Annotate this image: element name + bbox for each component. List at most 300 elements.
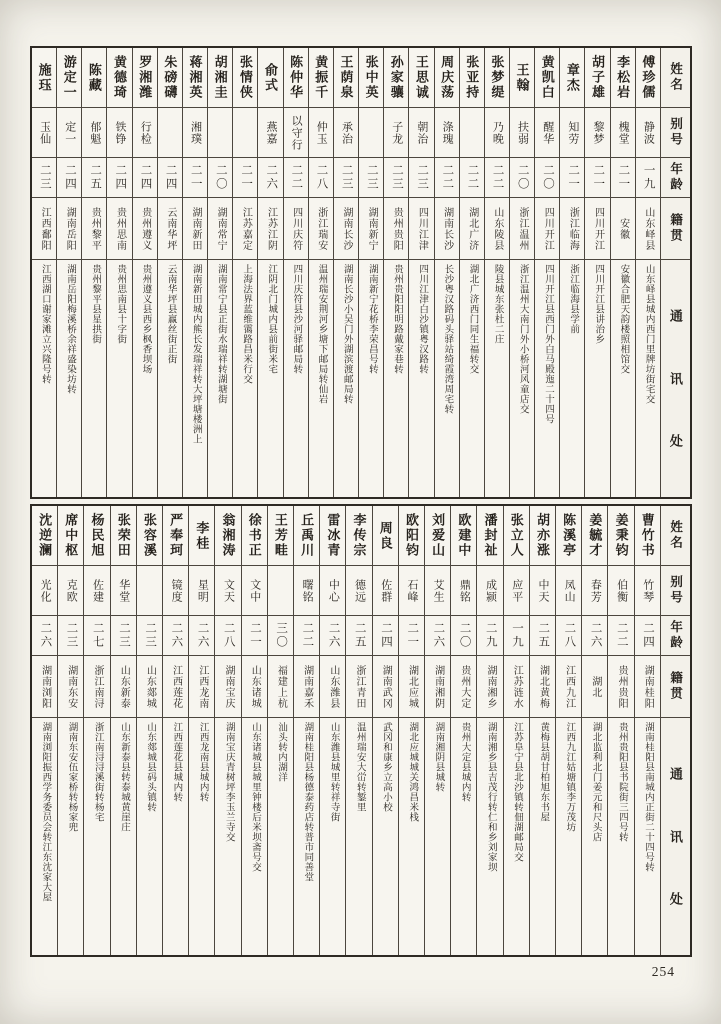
person-address: 山东新泰县转泰城黄崖庄 [118, 722, 129, 832]
person-alias: 知劳 [566, 120, 579, 145]
person-age: 二〇 [541, 164, 554, 191]
person-name: 欧建中 [456, 513, 472, 558]
person-name: 王芳畦 [272, 513, 288, 558]
person-origin: 浙江青田 [354, 664, 366, 709]
person-origin: 湖南武冈 [380, 664, 392, 709]
person-origin: 江苏嘉定 [240, 206, 252, 251]
person-name: 沈逆澜 [37, 513, 53, 558]
person-address: 江阴北门城内县前街米宅 [266, 264, 277, 374]
person-alias: 伯衡 [615, 578, 628, 603]
person-name: 俞式 [262, 62, 278, 93]
person-age: 二一 [240, 164, 253, 191]
person-column [383, 48, 408, 497]
person-name: 姜毓才 [587, 513, 603, 558]
person-age: 二八 [222, 622, 235, 649]
person-alias: 子龙 [390, 120, 403, 145]
person-column [162, 506, 188, 955]
person-alias: 镜度 [170, 578, 183, 603]
person-column [81, 48, 106, 497]
header-alias: 别号 [668, 575, 683, 606]
person-origin: 贵州贵阳 [616, 664, 628, 709]
person-alias: 行检 [139, 120, 152, 145]
person-alias: 定一 [63, 120, 76, 145]
person-age: 二〇 [516, 164, 529, 191]
person-origin: 四川开江 [592, 206, 604, 251]
person-age: 二一 [406, 622, 419, 649]
person-column [459, 48, 484, 497]
header-column [660, 506, 690, 955]
directory-table [30, 46, 692, 957]
person-column [534, 48, 559, 497]
person-alias: 文中 [248, 578, 261, 603]
person-origin: 湖南浏阳 [39, 664, 51, 709]
person-name: 李松岩 [615, 55, 631, 100]
person-alias: 黎梦 [592, 120, 605, 145]
person-origin: 浙江温州 [517, 206, 529, 251]
person-alias: 佐群 [379, 578, 392, 603]
person-name: 潘封祉 [482, 513, 498, 558]
person-column [83, 506, 109, 955]
person-name: 蒋湘英 [187, 55, 203, 100]
person-column [503, 506, 529, 955]
person-name: 张梦缇 [489, 55, 505, 100]
person-name: 徐书正 [246, 513, 262, 558]
person-age: 二一 [567, 164, 580, 191]
person-age: 二七 [91, 622, 104, 649]
person-column [358, 48, 383, 497]
person-origin: 四川开江 [542, 206, 554, 251]
person-address: 四川江津白沙镇粤汉路转 [417, 264, 428, 374]
person-alias: 承治 [340, 120, 353, 145]
person-address: 山东诸城县城里钟楼后米坝斋号交 [249, 722, 260, 872]
person-age: 二四 [139, 164, 152, 191]
person-address: 贵州大定县城内转 [459, 722, 470, 802]
person-age: 二八 [563, 622, 576, 649]
person-alias: 春芳 [589, 578, 602, 603]
person-name: 杨民旭 [89, 513, 105, 558]
person-age: 二二 [466, 164, 479, 191]
person-name: 王思诚 [413, 55, 429, 100]
person-age: 二五 [353, 622, 366, 649]
person-address: 湖南桂阳县杨德泰药店转普市同善堂 [302, 722, 313, 882]
person-name: 胡湘圭 [212, 55, 228, 100]
person-column [484, 48, 509, 497]
person-origin: 贵州思南 [114, 206, 126, 251]
person-column [182, 48, 207, 497]
person-age: 二四 [63, 164, 76, 191]
person-address: 浙江临海县学前 [568, 264, 579, 334]
person-address: 温州瑞安大峃转錾里 [354, 722, 365, 812]
person-column [267, 506, 293, 955]
person-name: 欧阳钧 [403, 513, 419, 558]
person-address: 湖南东安伍家桥转杨家兜 [66, 722, 77, 832]
person-origin: 湖南桂阳 [642, 664, 654, 709]
person-column [110, 506, 136, 955]
person-address: 江西湖口谢家滩立兴隆号转 [39, 264, 50, 384]
person-column [581, 506, 607, 955]
person-column [214, 506, 240, 955]
person-origin: 江西鄱阳 [39, 206, 51, 251]
person-age: 二三 [416, 164, 429, 191]
header-column [660, 48, 690, 497]
person-alias: 竹琴 [641, 578, 654, 603]
person-origin: 湖南长沙 [441, 206, 453, 251]
person-alias: 静波 [642, 120, 655, 145]
person-address: 黄梅县胡甘柏旭东书屋 [538, 722, 549, 822]
person-column [559, 48, 584, 497]
person-origin: 山东新泰 [118, 664, 130, 709]
person-age: 二三 [365, 164, 378, 191]
person-name: 王荫泉 [338, 55, 354, 100]
person-origin: 湖北广济 [466, 206, 478, 251]
person-alias: 中心 [327, 578, 340, 603]
person-alias: 凤山 [563, 578, 576, 603]
header-name: 姓名 [668, 62, 683, 93]
person-address: 云南华坪县赢丝街正街 [165, 264, 176, 364]
person-address: 山东峄县城内西门里牌坊街宅交 [643, 264, 654, 404]
person-column [408, 48, 433, 497]
person-column [32, 506, 57, 955]
person-name: 陈仲华 [288, 55, 304, 100]
person-age: 二三 [340, 164, 353, 191]
person-origin: 贵州遵义 [139, 206, 151, 251]
person-address: 湖北监利北门姜元和尺头店 [590, 722, 601, 842]
person-column [333, 48, 358, 497]
person-age: 三〇 [275, 622, 288, 649]
person-name: 陈溪亭 [561, 513, 577, 558]
person-alias: 华堂 [117, 578, 130, 603]
person-age: 二五 [89, 164, 102, 191]
person-column [319, 506, 345, 955]
person-name: 王翰 [514, 62, 530, 93]
person-name: 黄凯白 [539, 55, 555, 100]
person-age: 二二 [301, 622, 314, 649]
person-origin: 江西九江 [563, 664, 575, 709]
person-origin: 浙江南浔 [92, 664, 103, 709]
person-origin: 云南华坪 [164, 206, 176, 251]
person-origin: 贵州贵阳 [391, 206, 403, 251]
directory-section-bottom [30, 504, 692, 957]
person-age: 二三 [391, 164, 404, 191]
person-origin: 福建上杭 [275, 664, 287, 709]
person-origin: 浙江瑞安 [315, 206, 327, 251]
person-address: 贵州贵阳阳明路戴家巷转 [392, 264, 403, 374]
person-alias: 佐建 [91, 578, 104, 603]
person-column [584, 48, 609, 497]
person-column [434, 48, 459, 497]
person-age: 二六 [327, 622, 340, 649]
header-origin: 籍贯 [668, 671, 683, 702]
person-name: 翁湘涛 [220, 513, 236, 558]
person-column [106, 48, 131, 497]
person-age: 二六 [265, 164, 278, 191]
person-name: 张容溪 [141, 513, 157, 558]
header-address-char: 处 [667, 892, 683, 906]
person-column [57, 506, 83, 955]
person-origin: 湖北黄梅 [537, 664, 549, 709]
person-name: 黄德琦 [112, 55, 128, 100]
person-address: 四川开江县西门外白马殿迤二十四号 [542, 264, 553, 424]
person-age: 二八 [315, 164, 328, 191]
person-name: 刘爱山 [430, 513, 446, 558]
page-number: 254 [651, 964, 675, 979]
person-name: 罗湘潍 [137, 55, 153, 100]
person-alias: 成颍 [484, 578, 497, 603]
person-name: 施珏 [36, 62, 52, 93]
person-age: 二一 [248, 622, 261, 649]
person-address: 江西九江姑塘镇李万茂坊 [564, 722, 575, 832]
person-alias: 曙铭 [301, 578, 314, 603]
person-age: 二二 [290, 164, 303, 191]
person-column [293, 506, 319, 955]
person-origin: 四川庆符 [290, 206, 302, 251]
person-alias: 扶弱 [516, 120, 529, 145]
person-origin: 湖南湘阴 [432, 664, 444, 709]
person-column [345, 506, 371, 955]
person-address: 长沙粤汉路码头驿站绮霞湾周宅转 [442, 264, 453, 414]
header-age: 年龄 [668, 162, 683, 193]
person-alias: 涤瑰 [441, 120, 454, 145]
person-address: 陵县城东张杜二庄 [492, 264, 503, 344]
person-origin: 山东潍县 [327, 664, 339, 709]
person-alias: 光化 [39, 578, 52, 603]
person-address: 山东郯城县码头镇转 [145, 722, 156, 812]
person-column [241, 506, 267, 955]
person-alias: 铁铮 [114, 120, 127, 145]
person-origin: 山东陵县 [491, 206, 503, 251]
person-address: 贵州思南县十字街 [115, 264, 126, 344]
person-age: 二三 [117, 622, 130, 649]
person-alias: 鼎铭 [458, 578, 471, 603]
person-origin: 湖南长沙 [340, 206, 352, 251]
person-alias: 星明 [196, 578, 209, 603]
person-name: 丘禹川 [299, 513, 315, 558]
person-address: 贵州贵阳县书院街三四号转 [616, 722, 627, 842]
person-origin: 江西龙南 [196, 664, 208, 709]
person-address: 安徽合肥天韵楼照相馆交 [618, 264, 629, 374]
person-alias: 文天 [222, 578, 235, 603]
header-alias: 别号 [668, 117, 683, 148]
person-age: 二三 [144, 622, 157, 649]
person-address: 湖南常宁县正街水瑞祥转湖塘街 [215, 264, 226, 404]
person-origin: 贵州黎平 [89, 206, 101, 251]
person-age: 二四 [379, 622, 392, 649]
person-address: 江西龙南县城内转 [197, 722, 208, 802]
person-age: 二五 [537, 622, 550, 649]
person-column [634, 506, 660, 955]
person-origin: 江西莲花 [170, 664, 182, 709]
person-name: 陈藏 [86, 62, 102, 93]
person-alias: 郁魁 [88, 120, 101, 145]
person-name: 周庆荡 [439, 55, 455, 100]
person-origin: 江苏涟水 [511, 664, 523, 709]
person-age: 二九 [484, 622, 497, 649]
person-name: 胡亦涨 [534, 513, 550, 558]
person-address: 湖南浏阳振西学务委员会转江东沈家大屋 [40, 722, 51, 902]
person-column [509, 48, 534, 497]
person-origin: 山东郯城 [144, 664, 156, 709]
person-column [188, 506, 214, 955]
person-alias: 湘璞 [189, 120, 202, 145]
person-origin: 湖北 [589, 675, 601, 698]
person-name: 黄振千 [313, 55, 329, 100]
person-alias: 仲玉 [315, 120, 328, 145]
person-column [635, 48, 660, 497]
person-address: 湖南湘乡县吉茂行转仁和乡刘家坝 [485, 722, 496, 872]
person-name: 周良 [377, 520, 393, 551]
person-age: 二六 [432, 622, 445, 649]
person-column [257, 48, 282, 497]
person-address: 山东潍县城里转祥寺街 [328, 722, 339, 822]
person-alias: 玉仙 [38, 120, 51, 145]
person-age: 二〇 [458, 622, 471, 649]
person-age: 二二 [491, 164, 504, 191]
person-name: 姜秉钧 [613, 513, 629, 558]
header-address-char: 讯 [667, 371, 683, 386]
person-origin: 湖南常宁 [215, 206, 227, 251]
person-column [308, 48, 333, 497]
person-name: 曹竹书 [639, 513, 655, 558]
person-age: 二三 [38, 164, 51, 191]
person-age: 二四 [164, 164, 177, 191]
person-age: 二三 [65, 622, 78, 649]
person-column [529, 506, 555, 955]
person-alias: 应平 [510, 578, 523, 603]
person-address: 汕头转内湖洋 [276, 722, 287, 782]
person-name: 张亚持 [464, 55, 480, 100]
person-address: 浙江温州大南门外小桥河风童店交 [517, 264, 528, 414]
person-column [450, 506, 476, 955]
person-origin: 湖南新田 [190, 206, 202, 251]
header-address-char: 通 [667, 309, 683, 323]
person-name: 孙家骧 [388, 55, 404, 100]
person-age: 二〇 [214, 164, 227, 191]
person-address: 湖南湘阴县城转 [433, 722, 444, 792]
person-address: 贵州遵义县西乡枫香坝场 [140, 264, 151, 374]
person-column [607, 506, 633, 955]
person-address: 湖南新宁花桥李荣昌号转 [366, 264, 377, 374]
person-name: 严奉珂 [168, 513, 184, 558]
person-origin: 湖南宝庆 [223, 664, 235, 709]
person-alias: 槐堂 [617, 120, 630, 145]
header-name: 姓名 [668, 520, 683, 551]
person-address: 江苏阜宁县北沙镇转佃湖邮局交 [512, 722, 522, 862]
person-name: 胡子雄 [590, 55, 606, 100]
person-column [424, 506, 450, 955]
person-name: 章杰 [564, 62, 580, 93]
person-name: 游定一 [61, 55, 77, 100]
person-origin: 四川江津 [416, 206, 428, 251]
person-name: 张荣田 [115, 513, 131, 558]
person-address: 江西莲花县城内转 [171, 722, 182, 802]
person-alias: 石峰 [405, 578, 418, 603]
person-name: 张情侠 [237, 55, 253, 100]
person-column [610, 48, 635, 497]
person-address: 上海法界蓝维霭路昌米行交 [241, 264, 252, 384]
person-column [157, 48, 182, 497]
person-age: 二二 [441, 164, 454, 191]
person-name: 朱磅礴 [162, 55, 178, 100]
person-age: 二四 [114, 164, 127, 191]
person-age: 一九 [642, 164, 655, 191]
person-address: 湖南宝庆青树坪李玉兰寺交 [223, 722, 234, 842]
person-origin: 湖南新宁 [366, 206, 378, 251]
person-column [283, 48, 308, 497]
person-origin: 湖南嘉禾 [301, 664, 313, 709]
header-address-char: 处 [667, 434, 683, 448]
person-alias: 克欧 [65, 578, 78, 603]
person-alias: 燕嘉 [264, 120, 277, 145]
header-address-char: 通 [667, 767, 683, 781]
person-address: 温州瑞安荆河乡塘下邮局转仙岩 [316, 264, 327, 404]
person-alias: 以守行 [290, 114, 303, 151]
person-column [207, 48, 232, 497]
person-name: 李传宗 [351, 513, 367, 558]
person-age: 二六 [589, 622, 602, 649]
person-address: 湖北应城城关鸿昌米栈 [407, 722, 418, 822]
person-origin: 山东峄县 [642, 206, 654, 251]
person-name: 傅珍儒 [640, 55, 656, 100]
person-age: 二二 [615, 622, 628, 649]
person-address: 湖南桂阳县南城内正街二十四号转 [643, 722, 654, 872]
person-address: 湖南新田城内熊长发瑞祥转大坪塘楼洲上 [190, 264, 201, 444]
person-origin: 安徽 [617, 217, 629, 240]
person-name: 张立人 [508, 513, 524, 558]
person-address: 湖南长沙小吴门外湖滨渡邮局转 [341, 264, 352, 404]
header-origin: 籍贯 [668, 213, 683, 244]
person-column [476, 506, 502, 955]
person-origin: 浙江临海 [567, 206, 579, 251]
person-origin: 湖南岳阳 [64, 206, 76, 251]
person-address: 贵州黎平县星拱街 [90, 264, 101, 344]
person-alias: 乃晚 [491, 120, 504, 145]
person-address: 浙江南浔浔溪街转杨宅 [92, 722, 103, 822]
person-name: 张中英 [363, 55, 379, 100]
person-name: 席中枢 [63, 513, 79, 558]
person-address: 湖北广济西门同生福转交 [467, 264, 478, 374]
person-address: 湖南岳阳梅溪桥余祥盛染坊转 [64, 264, 75, 394]
person-age: 二一 [617, 164, 630, 191]
person-alias: 醒华 [541, 120, 554, 145]
person-origin: 湖南东安 [65, 664, 77, 709]
person-origin: 湖南湘乡 [485, 664, 497, 709]
person-age: 二六 [170, 622, 183, 649]
person-name: 雷冰青 [325, 513, 341, 558]
person-column [555, 506, 581, 955]
person-name: 李桂 [194, 520, 210, 551]
directory-section-top [30, 46, 692, 499]
person-origin: 湖北应城 [406, 664, 418, 709]
person-column [372, 506, 398, 955]
person-alias: 艾生 [432, 578, 445, 603]
person-column [56, 48, 81, 497]
person-age: 二一 [592, 164, 605, 191]
person-origin: 江苏江阴 [265, 206, 277, 251]
person-column [32, 48, 56, 497]
person-origin: 山东诸城 [249, 664, 261, 709]
person-address: 四川庆符县沙河驿邮局转 [291, 264, 302, 374]
person-alias: 朝治 [415, 120, 428, 145]
header-age: 年龄 [668, 620, 683, 651]
person-column [132, 48, 157, 497]
person-alias: 德远 [353, 578, 366, 603]
person-age: 二一 [189, 164, 202, 191]
person-address: 武冈和康乡立高小校 [380, 722, 391, 812]
header-address-char: 讯 [667, 829, 683, 844]
person-origin: 贵州大定 [458, 664, 470, 709]
person-age: 一九 [511, 622, 523, 649]
person-alias: 中天 [536, 578, 549, 603]
